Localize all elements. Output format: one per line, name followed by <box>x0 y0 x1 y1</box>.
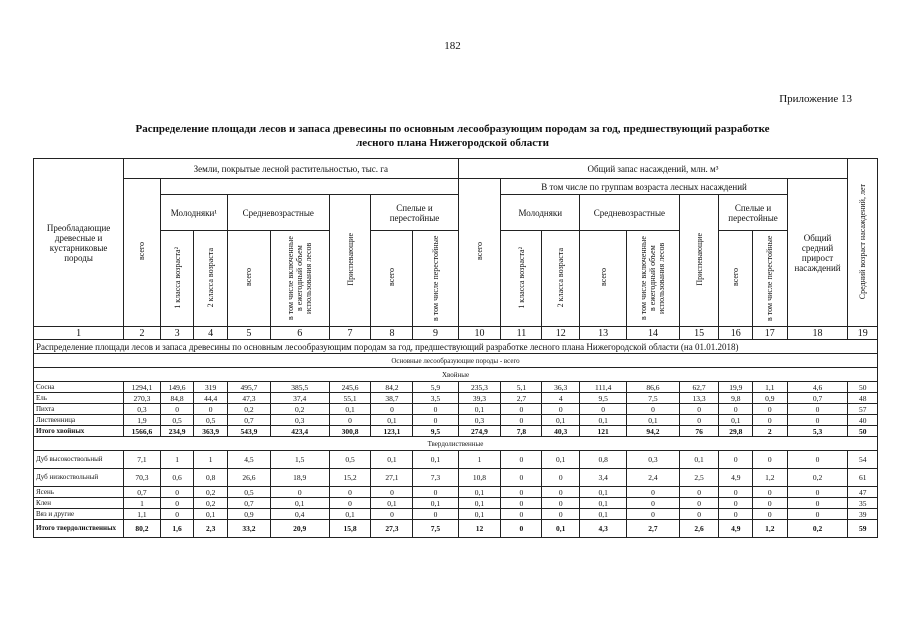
table-row <box>34 393 878 404</box>
title-line-1: Распределение площади лесов и запаса древесины по основным лесообразующим породам за год, предшествующий разработке <box>135 123 770 135</box>
table-cell: 0,1 <box>580 415 627 426</box>
table-cell: 0 <box>787 498 848 509</box>
table-cell: 1 <box>194 451 228 469</box>
table-cell: 18,9 <box>270 469 329 487</box>
table-cell: 0,7 <box>227 498 270 509</box>
table-cell: 15,8 <box>329 520 371 538</box>
subtitle-cell: Распределение площади лесов и запаса древесины по основным лесообразующим породам за год, предшествующий разработке лесного плана Нижегородской области (на 01.01.2018) <box>34 340 878 354</box>
table-cell: 385,5 <box>270 382 329 393</box>
table-cell: 10,8 <box>458 469 501 487</box>
title-line-2: лесного плана Нижегородской области <box>356 137 549 149</box>
volume-sub-header: В том числе по группам возраста лесных насаждений <box>501 179 787 195</box>
table-cell: 0,5 <box>160 415 194 426</box>
table-cell: 0 <box>160 509 194 520</box>
table-cell: 0,1 <box>371 451 413 469</box>
area-total-header: всего <box>124 179 161 327</box>
table-cell: 0 <box>501 404 542 415</box>
table-cell: 0,3 <box>124 404 161 415</box>
table-cell: 235,3 <box>458 382 501 393</box>
table-cell: 0,7 <box>787 393 848 404</box>
table-cell: 1,2 <box>753 520 788 538</box>
table-cell: 84,8 <box>160 393 194 404</box>
column-number: 3 <box>160 327 194 340</box>
table-cell: 270,3 <box>124 393 161 404</box>
table-cell: 0 <box>501 469 542 487</box>
table-cell: 5,1 <box>501 382 542 393</box>
area-group-header: Земли, покрытые лесной растительностью, тыс. га <box>124 159 458 179</box>
table-cell: 0,1 <box>580 498 627 509</box>
table-cell: 1,1 <box>753 382 788 393</box>
table-cell: 0,8 <box>194 469 228 487</box>
table-cell: 55,1 <box>329 393 371 404</box>
table-cell: 61 <box>848 469 878 487</box>
section-hard-row <box>34 437 878 451</box>
table-cell: 0,1 <box>542 451 580 469</box>
table-cell: 0 <box>501 498 542 509</box>
table-cell: 40,3 <box>542 426 580 437</box>
table-cell: 0,1 <box>458 498 501 509</box>
table-cell: 0 <box>371 404 413 415</box>
column-number: 18 <box>787 327 848 340</box>
table-cell: 0 <box>787 451 848 469</box>
table-cell: 1 <box>458 451 501 469</box>
table-cell: 234,9 <box>160 426 194 437</box>
table-cell: 54 <box>848 451 878 469</box>
table-cell: 0 <box>627 509 679 520</box>
column-number: 4 <box>194 327 228 340</box>
mature-over-header: в том числе перестойные <box>413 231 458 327</box>
avg-age-header: Средний возраст насаждений, лет <box>848 159 878 327</box>
table-cell: 13,3 <box>679 393 719 404</box>
table-cell: 3,4 <box>580 469 627 487</box>
table-cell: 9,5 <box>580 393 627 404</box>
row-label: Ель <box>34 393 124 404</box>
table-row <box>34 415 878 426</box>
middle-vol-header: Средневозрастные <box>580 195 680 231</box>
table-cell: 0 <box>501 487 542 498</box>
table-cell: 70,3 <box>124 469 161 487</box>
table-cell: 0,1 <box>371 415 413 426</box>
table-cell: 80,2 <box>124 520 161 538</box>
table-cell: 0 <box>160 487 194 498</box>
table-cell: 0 <box>719 509 753 520</box>
table-cell: 33,2 <box>227 520 270 538</box>
table-cell: 4,5 <box>227 451 270 469</box>
table-cell: 0 <box>542 469 580 487</box>
table-cell: 0,4 <box>270 509 329 520</box>
table-row <box>34 451 878 469</box>
table-cell: 9,8 <box>719 393 753 404</box>
table-cell: 4,3 <box>580 520 627 538</box>
table-cell: 0 <box>787 509 848 520</box>
row-label: Вяз и другие <box>34 509 124 520</box>
table-cell: 300,8 <box>329 426 371 437</box>
page-number: 182 <box>444 40 461 52</box>
table-cell: 0 <box>627 404 679 415</box>
row-label: Пихта <box>34 404 124 415</box>
table-cell: 0,2 <box>194 487 228 498</box>
class1-header: 1 класса возраста² <box>160 231 194 327</box>
species-header: Преобладающие древесные и кустарниковые породы <box>34 159 124 327</box>
middle-header: Средневозрастные <box>227 195 329 231</box>
table-cell: 2,3 <box>194 520 228 538</box>
table-cell: 48 <box>848 393 878 404</box>
table-cell: 0 <box>501 509 542 520</box>
table-cell: 0 <box>270 487 329 498</box>
table-cell: 0,1 <box>458 509 501 520</box>
table-cell: 44,4 <box>194 393 228 404</box>
table-cell: 2,7 <box>627 520 679 538</box>
table-cell: 29,8 <box>719 426 753 437</box>
table-cell: 1566,6 <box>124 426 161 437</box>
mature-vol-header: Спелые и перестойные <box>719 195 787 231</box>
table-cell: 121 <box>580 426 627 437</box>
section-all-row <box>34 354 878 368</box>
table-cell: 27,1 <box>371 469 413 487</box>
mature-header: Спелые и перестойные <box>371 195 458 231</box>
table-cell: 0 <box>787 415 848 426</box>
table-cell: 4,9 <box>719 520 753 538</box>
table-cell: 40 <box>848 415 878 426</box>
table-cell: 1,2 <box>753 469 788 487</box>
row-label: Лиственница <box>34 415 124 426</box>
table-cell: 38,7 <box>371 393 413 404</box>
table-row <box>34 382 878 393</box>
table-cell: 0 <box>627 487 679 498</box>
table-cell: 15,2 <box>329 469 371 487</box>
table-cell: 0,1 <box>719 415 753 426</box>
column-number: 1 <box>34 327 124 340</box>
table-cell: 27,3 <box>371 520 413 538</box>
table-cell: 0,1 <box>679 451 719 469</box>
mature-total-header: всего <box>371 231 413 327</box>
table-cell: 5,9 <box>413 382 458 393</box>
table-cell: 0 <box>679 498 719 509</box>
table-cell: 0 <box>753 404 788 415</box>
table-cell: 0 <box>542 509 580 520</box>
column-number: 2 <box>124 327 161 340</box>
column-number: 6 <box>270 327 329 340</box>
table-cell: 50 <box>848 382 878 393</box>
table-row <box>34 487 878 498</box>
table-cell: 4,9 <box>719 469 753 487</box>
table-cell: 0,1 <box>627 415 679 426</box>
young-vol-header: Молодняки <box>501 195 580 231</box>
table-cell: 0 <box>679 404 719 415</box>
table-cell: 84,2 <box>371 382 413 393</box>
table-cell: 0 <box>329 487 371 498</box>
middle-vol-incl-header: в том числе включенные в ежегодный объем использования лесов <box>627 231 679 327</box>
column-number-row <box>34 327 878 340</box>
table-cell: 7,3 <box>413 469 458 487</box>
table-cell: 0 <box>371 509 413 520</box>
table-cell: 0 <box>501 520 542 538</box>
table-cell: 2,5 <box>679 469 719 487</box>
table-cell: 0 <box>160 498 194 509</box>
section-hard: Твердолиственные <box>34 437 878 451</box>
table-cell: 47 <box>848 487 878 498</box>
row-label: Дуб низкоствольный <box>34 469 124 487</box>
row-label: Сосна <box>34 382 124 393</box>
table-cell: 0,1 <box>458 404 501 415</box>
table-cell: 0,5 <box>329 451 371 469</box>
table-cell: 495,7 <box>227 382 270 393</box>
table-cell: 0,2 <box>270 404 329 415</box>
table-cell: 0,2 <box>787 520 848 538</box>
table-cell: 423,4 <box>270 426 329 437</box>
table-cell: 0 <box>787 404 848 415</box>
table-cell: 20,9 <box>270 520 329 538</box>
table-cell: 0,2 <box>227 404 270 415</box>
column-number: 9 <box>413 327 458 340</box>
column-number: 19 <box>848 327 878 340</box>
table-cell: 0 <box>501 415 542 426</box>
table-cell: 3,5 <box>413 393 458 404</box>
column-number: 14 <box>627 327 679 340</box>
volume-group-header: Общий запас насаждений, млн. м³ <box>458 159 848 179</box>
table-cell: 59 <box>848 520 878 538</box>
table-cell: 5,3 <box>787 426 848 437</box>
table-cell: 2,6 <box>679 520 719 538</box>
table-cell: 0 <box>787 487 848 498</box>
table-cell: 36,3 <box>542 382 580 393</box>
table-cell: 0,1 <box>270 498 329 509</box>
table-cell: 0 <box>719 404 753 415</box>
table-cell: 0,1 <box>329 509 371 520</box>
table-cell: 0 <box>753 498 788 509</box>
table-cell: 7,5 <box>413 520 458 538</box>
table-cell: 0 <box>719 451 753 469</box>
table-cell: 0 <box>413 509 458 520</box>
table-cell: 76 <box>679 426 719 437</box>
table-cell: 363,9 <box>194 426 228 437</box>
table-cell: 4,6 <box>787 382 848 393</box>
section-conifer-row <box>34 368 878 382</box>
table-cell: 0,8 <box>580 451 627 469</box>
table-cell: 0,1 <box>580 509 627 520</box>
mature-vol-over-header: в том числе перестойные <box>753 231 788 327</box>
table-cell: 0 <box>542 487 580 498</box>
table-cell: 35 <box>848 498 878 509</box>
table-cell: 0 <box>542 498 580 509</box>
table-body <box>34 327 878 538</box>
table-cell: 0,1 <box>329 404 371 415</box>
table-cell: 149,6 <box>160 382 194 393</box>
table-cell: 0 <box>753 451 788 469</box>
column-number: 11 <box>501 327 542 340</box>
table-cell: 37,4 <box>270 393 329 404</box>
table-cell: 0,1 <box>580 487 627 498</box>
section-conifer: Хвойные <box>34 368 878 382</box>
table-cell: 0 <box>627 498 679 509</box>
table-cell: 0 <box>329 498 371 509</box>
row-label: Ясень <box>34 487 124 498</box>
area-spacer-header <box>160 179 458 195</box>
table-cell: 0 <box>413 487 458 498</box>
table-cell: 0,1 <box>542 415 580 426</box>
total-row <box>34 520 878 538</box>
table-cell: 1 <box>124 498 161 509</box>
table-cell: 2 <box>753 426 788 437</box>
table-cell: 4 <box>542 393 580 404</box>
mature-vol-total-header: всего <box>719 231 753 327</box>
table-cell: 0 <box>413 415 458 426</box>
table-cell: 57 <box>848 404 878 415</box>
table-cell: 1,9 <box>124 415 161 426</box>
row-label: Итого твердолиственных <box>34 520 124 538</box>
table-cell: 319 <box>194 382 228 393</box>
column-number: 10 <box>458 327 501 340</box>
table-cell: 0,9 <box>753 393 788 404</box>
class1-vol-header: 1 класса возраста² <box>501 231 542 327</box>
table-cell: 0 <box>753 487 788 498</box>
middle-vol-total-header: всего <box>580 231 627 327</box>
table-cell: 7,1 <box>124 451 161 469</box>
document-title <box>40 122 865 150</box>
row-label: Дуб высокоствольный <box>34 451 124 469</box>
column-number: 15 <box>679 327 719 340</box>
table-cell: 0,7 <box>227 415 270 426</box>
table-cell: 0 <box>329 415 371 426</box>
total-row <box>34 426 878 437</box>
table-cell: 0 <box>679 415 719 426</box>
table-cell: 0,1 <box>413 451 458 469</box>
table-cell: 0 <box>753 509 788 520</box>
table-cell: 0,3 <box>270 415 329 426</box>
table-cell: 12 <box>458 520 501 538</box>
table-cell: 0 <box>160 404 194 415</box>
column-number: 5 <box>227 327 270 340</box>
table-cell: 0,1 <box>542 520 580 538</box>
table-cell: 0 <box>194 404 228 415</box>
table-cell: 94,2 <box>627 426 679 437</box>
table-cell: 0 <box>501 451 542 469</box>
table-cell: 0,1 <box>371 498 413 509</box>
table-cell: 2,7 <box>501 393 542 404</box>
table-cell: 1,5 <box>270 451 329 469</box>
table-cell: 0,6 <box>160 469 194 487</box>
volume-total-header: всего <box>458 179 501 327</box>
table-cell: 1294,1 <box>124 382 161 393</box>
table-row <box>34 498 878 509</box>
table-cell: 0 <box>679 487 719 498</box>
table-cell: 0,1 <box>413 498 458 509</box>
class2-vol-header: 2 класса возраста <box>542 231 580 327</box>
table-row <box>34 404 878 415</box>
row-label: Итого хвойных <box>34 426 124 437</box>
table-cell: 1 <box>160 451 194 469</box>
table-cell: 0 <box>679 509 719 520</box>
forest-distribution-table <box>33 158 878 538</box>
table-row <box>34 469 878 487</box>
table-cell: 0,1 <box>458 487 501 498</box>
column-number: 8 <box>371 327 413 340</box>
table-cell: 2,4 <box>627 469 679 487</box>
appendix-label: Приложение 13 <box>779 93 852 105</box>
table-cell: 0,7 <box>124 487 161 498</box>
avg-growth-header: Общий средний прирост насаждений <box>787 179 848 327</box>
table-cell: 7,8 <box>501 426 542 437</box>
table-cell: 111,4 <box>580 382 627 393</box>
table-cell: 86,6 <box>627 382 679 393</box>
table-cell: 9,5 <box>413 426 458 437</box>
table-cell: 245,6 <box>329 382 371 393</box>
table-cell: 62,7 <box>679 382 719 393</box>
section-all: Основные лесообразующие породы - всего <box>34 354 878 368</box>
class2-header: 2 класса возраста <box>194 231 228 327</box>
table-cell: 1,6 <box>160 520 194 538</box>
column-number: 16 <box>719 327 753 340</box>
maturing-header: Приспевающие <box>329 195 371 327</box>
table-cell: 0,1 <box>194 509 228 520</box>
row-label: Клен <box>34 498 124 509</box>
column-number: 17 <box>753 327 788 340</box>
table-cell: 0 <box>753 415 788 426</box>
table-cell: 47,3 <box>227 393 270 404</box>
maturing-vol-header: Приспевающие <box>679 195 719 327</box>
table-cell: 0,9 <box>227 509 270 520</box>
table-cell: 19,9 <box>719 382 753 393</box>
table-cell: 26,6 <box>227 469 270 487</box>
table-cell: 0,5 <box>194 415 228 426</box>
column-number: 7 <box>329 327 371 340</box>
table-cell: 0,2 <box>787 469 848 487</box>
table-cell: 0 <box>719 487 753 498</box>
table-cell: 274,9 <box>458 426 501 437</box>
table-cell: 0,5 <box>227 487 270 498</box>
middle-total-header: всего <box>227 231 270 327</box>
table-cell: 0,3 <box>458 415 501 426</box>
table-cell: 0,2 <box>194 498 228 509</box>
middle-incl-header: в том числе включенные в ежегодный объем использования лесов <box>270 231 329 327</box>
table-cell: 0 <box>719 498 753 509</box>
table-cell: 123,1 <box>371 426 413 437</box>
column-number: 12 <box>542 327 580 340</box>
table-cell: 0 <box>542 404 580 415</box>
table-cell: 39 <box>848 509 878 520</box>
table-cell: 39,3 <box>458 393 501 404</box>
table-cell: 0 <box>413 404 458 415</box>
table-cell: 543,9 <box>227 426 270 437</box>
table-cell: 1,1 <box>124 509 161 520</box>
table-cell: 50 <box>848 426 878 437</box>
table-cell: 7,5 <box>627 393 679 404</box>
table-cell: 0,3 <box>627 451 679 469</box>
subtitle-row <box>34 340 878 354</box>
table-cell: 0 <box>371 487 413 498</box>
table-row <box>34 509 878 520</box>
young-header: Молодняки¹ <box>160 195 227 231</box>
column-number: 13 <box>580 327 627 340</box>
table-cell: 0 <box>580 404 627 415</box>
